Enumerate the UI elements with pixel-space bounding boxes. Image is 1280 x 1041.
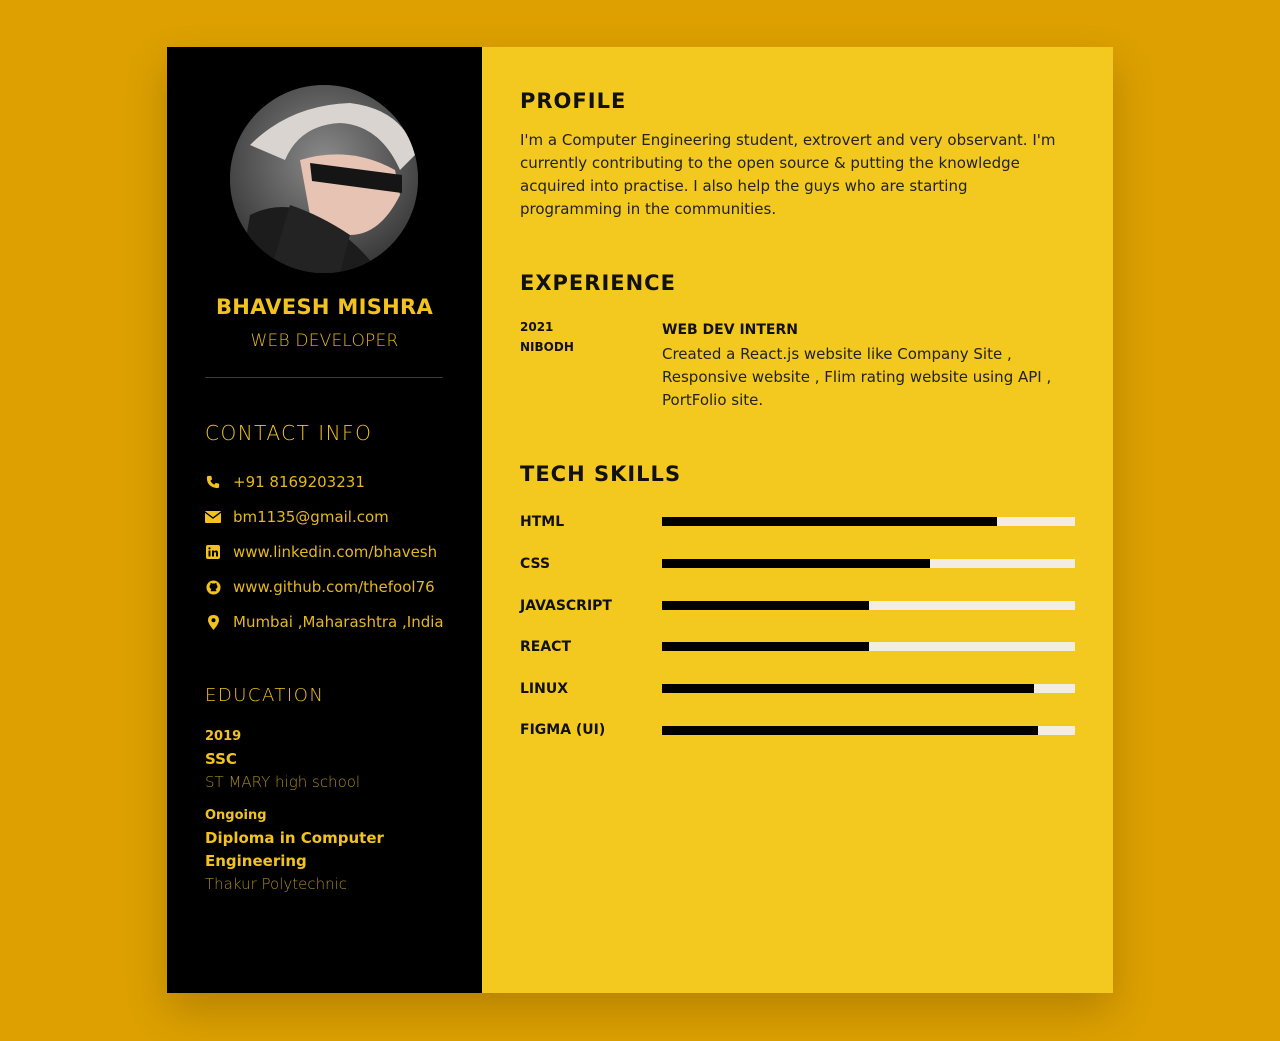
- experience-description: Created a React.js website like Company Site , Responsive website , Flim rating website using API , PortFolio site.: [662, 345, 1052, 409]
- skill-label: LINUX: [520, 681, 569, 697]
- contact-phone-text: +91 8169203231: [233, 473, 365, 491]
- contact-location: [205, 613, 444, 631]
- skill-bar: [662, 601, 1075, 610]
- experience-heading: EXPERIENCE: [520, 271, 676, 295]
- contact-linkedin-text: www.linkedin.com/bhavesh: [233, 543, 438, 561]
- skill-label: HTML: [520, 514, 565, 530]
- avatar-portrait-image: [230, 85, 418, 273]
- resume-card: [167, 47, 1113, 993]
- profile-text: I'm a Computer Engineering student, extrovert and very observant. I'm currently contributing to the open source & putting the knowledge acquired into practise. I also help the guys who are starting programming in the communities.: [520, 131, 1056, 218]
- education-school: Thakur Polytechnic: [205, 875, 348, 893]
- profile-heading: PROFILE: [520, 89, 627, 113]
- linkedin-icon: [205, 544, 221, 560]
- experience-role: WEB DEV INTERN: [662, 322, 798, 338]
- education-year: Ongoing: [205, 808, 267, 823]
- skill-label: FIGMA (UI): [520, 722, 606, 738]
- avatar: [230, 85, 418, 273]
- phone-icon: [205, 474, 221, 490]
- education-item: [205, 729, 455, 793]
- skill-bar: [662, 726, 1075, 735]
- contact-github-text: www.github.com/thefool76: [233, 578, 435, 596]
- skill-label: JAVASCRIPT: [520, 598, 612, 614]
- skill-bar: [662, 559, 1075, 568]
- contact-info-heading: CONTACT INFO: [205, 421, 373, 445]
- contact-email[interactable]: [205, 508, 389, 526]
- skill-bar-fill: [662, 726, 1038, 735]
- contact-linkedin[interactable]: [205, 543, 437, 561]
- sidebar: [167, 47, 482, 993]
- envelope-icon: [205, 509, 221, 525]
- education-degree: Diploma in Computer Engineering: [205, 829, 384, 870]
- experience-org: NIBODH: [520, 340, 574, 354]
- github-icon: [205, 579, 221, 595]
- main-content: [482, 47, 1113, 993]
- skill-label: CSS: [520, 556, 551, 572]
- skill-bar: [662, 517, 1075, 526]
- education-item: [205, 808, 455, 895]
- education-year: 2019: [205, 729, 242, 744]
- education-degree: SSC: [205, 750, 237, 768]
- contact-email-text: bm1135@gmail.com: [233, 508, 389, 526]
- skill-bar-fill: [662, 559, 930, 568]
- skill-bar-fill: [662, 601, 869, 610]
- contact-phone[interactable]: [205, 473, 365, 491]
- skill-bar: [662, 684, 1075, 693]
- education-school: ST MARY high school: [205, 773, 361, 791]
- skill-bar-fill: [662, 642, 869, 651]
- skill-bar-fill: [662, 517, 997, 526]
- sidebar-divider: [205, 377, 443, 378]
- contact-github[interactable]: [205, 578, 435, 596]
- skill-label: REACT: [520, 639, 572, 655]
- contact-location-text: Mumbai ,Maharashtra ,India: [233, 613, 444, 631]
- person-role: WEB DEVELOPER: [250, 331, 399, 351]
- skill-bar-fill: [662, 684, 1034, 693]
- person-name: BHAVESH MISHRA: [215, 295, 434, 319]
- map-pin-icon: [205, 614, 221, 630]
- tech-skills-heading: TECH SKILLS: [520, 462, 682, 486]
- skill-bar: [662, 642, 1075, 651]
- experience-year: 2021: [520, 320, 554, 334]
- education-heading: EDUCATION: [205, 685, 325, 706]
